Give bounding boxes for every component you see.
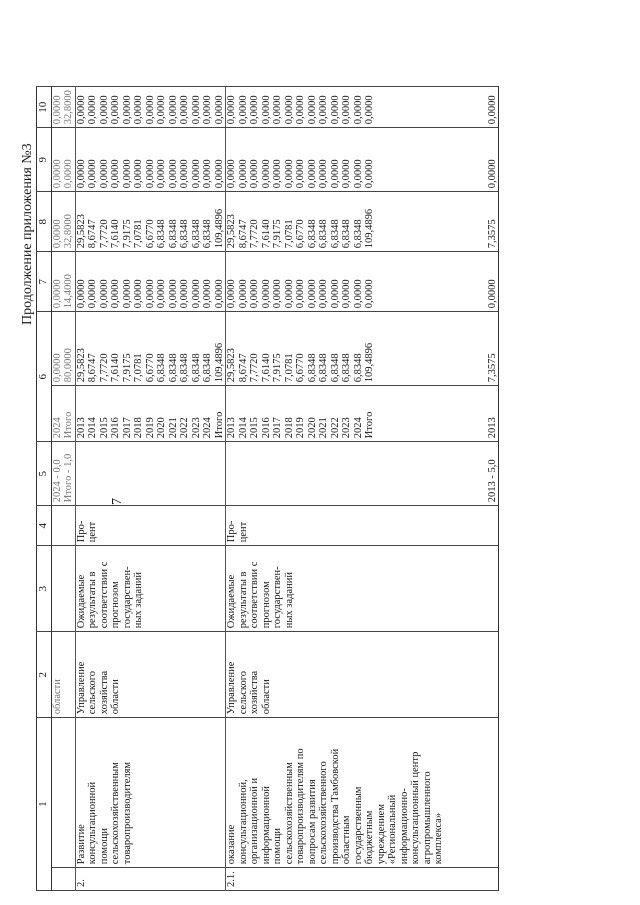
table-row-2	[75, 87, 226, 891]
cell-line: 0,0000	[110, 279, 121, 309]
cell-line: 2024	[352, 417, 364, 439]
cell-line: государствен-	[272, 566, 283, 629]
header-cell: 8	[37, 192, 52, 252]
cell-line: 6,6770	[295, 219, 306, 249]
cell-line: 0,0000	[75, 159, 87, 189]
cell-line: помощи	[98, 827, 110, 865]
row-col7	[226, 312, 445, 386]
cell-line: информационно-	[398, 788, 410, 865]
cell-line: сельскохозяйственным	[283, 762, 295, 865]
cell-line: 8,6747	[237, 219, 249, 249]
cell-line: агропромышленного	[421, 771, 433, 865]
cell-line: прогнозом	[110, 581, 121, 629]
cell-line: 0,0000	[295, 159, 306, 189]
last-col10: 0,0000	[487, 128, 499, 192]
cell-line: 0,0000	[249, 159, 260, 189]
cell-line: учреждением	[375, 804, 387, 865]
row-name	[226, 718, 445, 868]
cell-line: 2015	[98, 417, 110, 439]
cell-line: 0,0000	[318, 95, 329, 125]
row-years	[75, 386, 226, 442]
cell-line: 2021	[167, 417, 179, 439]
cell-line: 0,0000	[179, 95, 190, 125]
cell-line: 6,8348	[202, 219, 213, 249]
cell-line: 0,0000	[329, 159, 341, 189]
carry-col5	[51, 442, 75, 506]
cell-line: 0,0000	[341, 159, 352, 189]
cell-line: 0,0000	[167, 279, 179, 309]
cell-line: 0,0000	[202, 279, 213, 309]
cell-line: 0,0000	[190, 159, 202, 189]
cell-line: 29,5823	[75, 348, 87, 383]
cell-line: консультационной	[87, 781, 98, 865]
cell-line: Итого	[63, 411, 74, 439]
header-cell: 10	[37, 87, 52, 128]
cell-line: области	[260, 679, 272, 715]
cell-line: 0,0000	[306, 279, 318, 309]
cell-line: 32,8000	[63, 90, 74, 125]
cell-line: 7,0781	[283, 353, 295, 383]
cell-line: 2016	[260, 417, 272, 439]
cell-line: 8,6747	[87, 353, 98, 383]
cell-line: оказание	[226, 824, 237, 865]
last-col5: 2013 - 5,0	[487, 442, 499, 506]
cell-line: 109,4896	[364, 342, 375, 383]
cell-line: результаты в	[237, 571, 249, 629]
cell-line: 2023	[341, 417, 352, 439]
cell-line: 6,8348	[329, 353, 341, 383]
cell-line: 0,0000	[226, 159, 237, 189]
cell-line: 7,6140	[110, 219, 121, 249]
row-number: 2.1.	[226, 868, 445, 891]
cell-line: государственным	[352, 786, 364, 865]
cell-line: 0,0000	[167, 95, 179, 125]
cell-line: 6,8348	[341, 219, 352, 249]
cell-line: 0,0000	[364, 95, 375, 125]
cell-line: 109,4896	[213, 342, 225, 383]
cell-line: 0,0000	[341, 279, 352, 309]
cell-line: 2021	[318, 417, 329, 439]
header-cell: 9	[37, 128, 52, 192]
cell-line: помощи	[272, 827, 283, 865]
cell-line: 0,0000	[260, 95, 272, 125]
cell-line: 0,0000	[75, 279, 87, 309]
cell-line: 0,0000	[144, 95, 156, 125]
cell-line: 0,0000	[167, 159, 179, 189]
carry-col6	[51, 386, 75, 442]
cell-line: 0,0000	[121, 159, 133, 189]
cell-line: 0,0000	[202, 159, 213, 189]
cell-line: 2013	[226, 417, 237, 439]
cell-line: 0,0000	[295, 95, 306, 125]
cell-line: 29,5823	[226, 348, 237, 383]
cell-line: 0,0000	[144, 159, 156, 189]
row-result	[75, 546, 226, 632]
cell-line: 0,0000	[98, 95, 110, 125]
program-table	[36, 86, 499, 891]
header-cell: 1	[37, 718, 52, 891]
cell-line: Управление	[75, 661, 87, 715]
cell-line: ных заданий	[133, 572, 144, 629]
header-row	[37, 87, 52, 891]
cell-line: 6,8348	[190, 353, 202, 383]
cell-line: 0,0000	[110, 159, 121, 189]
cell-line: 0,0000	[51, 95, 63, 125]
header-cell: 5	[37, 442, 52, 506]
cell-line: 29,5823	[75, 214, 87, 249]
row-number: 2.	[75, 868, 226, 891]
cell-line: 6,8348	[352, 219, 364, 249]
cell-line: 8,6747	[237, 353, 249, 383]
cell-line: 0,0000	[87, 159, 98, 189]
cell-line: 0,0000	[133, 159, 144, 189]
cell-line: 0,0000	[179, 279, 190, 309]
cell-line: консультационный центр	[410, 751, 421, 865]
cell-line: 0,0000	[87, 279, 98, 309]
carry-col10	[51, 128, 75, 192]
cell-line: области	[110, 679, 121, 715]
cell-line: 0,0000	[98, 159, 110, 189]
cell-line: 6,8348	[156, 219, 167, 249]
cell-line: 6,6770	[144, 219, 156, 249]
cell-line: Про-	[226, 520, 237, 543]
appendix-caption: Продолжение приложения №3	[20, 143, 35, 325]
cell-line: 0,0000	[156, 279, 167, 309]
cell-line: товаропроизводителям	[121, 761, 133, 865]
cell-line: 0,0000	[51, 353, 63, 383]
cell-line: 7,0781	[283, 219, 295, 249]
cell-line: 0,0000	[213, 95, 225, 125]
cell-line: комплекса»	[433, 812, 444, 865]
cell-line: 0,0000	[75, 95, 87, 125]
row-unit	[226, 506, 445, 546]
cell-line: 29,5823	[226, 214, 237, 249]
row-col7	[75, 312, 226, 386]
cell-line: 0,0000	[156, 95, 167, 125]
table-row-2-1	[226, 87, 445, 891]
cell-line: ных заданий	[283, 572, 295, 629]
cell-line: 0,0000	[63, 159, 74, 189]
cell-line: 6,8348	[167, 353, 179, 383]
cell-line: 2020	[306, 417, 318, 439]
cell-line: 0,0000	[51, 219, 63, 249]
cell-line: 7,9175	[272, 353, 283, 383]
cell-line: 7,9175	[121, 353, 133, 383]
cell-line: 0,0000	[237, 159, 249, 189]
cell-line: 0,0000	[133, 95, 144, 125]
cell-line: 2024	[202, 417, 213, 439]
cell-line: соответствии с	[249, 561, 260, 629]
cell-line: хозяйства	[98, 670, 110, 715]
cell-line: цент	[237, 521, 249, 543]
cell-line: сельскохозяйственным	[110, 762, 121, 865]
cell-line: 0,0000	[272, 95, 283, 125]
cell-line: 0,0000	[156, 159, 167, 189]
cell-line: 0,0000	[329, 279, 341, 309]
cell-line: сельскохозяйственного	[318, 761, 329, 865]
cell-line: 6,8348	[318, 219, 329, 249]
cell-line: 0,0000	[352, 279, 364, 309]
cell-line: 0,0000	[306, 95, 318, 125]
cell-line: 0,0000	[133, 279, 144, 309]
cell-line: 2014	[87, 417, 98, 439]
last-col9: 7,3575	[487, 192, 499, 252]
cell-line: 6,8348	[167, 219, 179, 249]
header-cell: 2	[37, 632, 52, 718]
cell-line: сельского	[87, 670, 98, 715]
cell-line: 6,8348	[329, 219, 341, 249]
cell-line: 6,8348	[318, 353, 329, 383]
cell-line: 2023	[190, 417, 202, 439]
cell-line: государствен-	[121, 566, 133, 629]
cell-line: 6,8348	[306, 353, 318, 383]
cell-line: 0,0000	[295, 279, 306, 309]
cell-line: 7,6140	[260, 219, 272, 249]
cell-line: товаропроизводителям по	[295, 748, 306, 865]
cell-line: 6,6770	[144, 353, 156, 383]
cell-line: консультационной,	[237, 779, 249, 865]
cell-line: Развитие	[75, 824, 87, 865]
cell-line: областным	[341, 815, 352, 865]
cell-line: 0,0000	[202, 95, 213, 125]
cell-line: 2022	[179, 417, 190, 439]
cell-line: 2015	[249, 417, 260, 439]
cell-line: 6,8348	[179, 353, 190, 383]
cell-line: Итого - 1,0	[63, 453, 74, 503]
cell-line: 32,8000	[63, 214, 74, 249]
cell-line: 0,0000	[226, 279, 237, 309]
cell-line: 2024	[51, 417, 63, 439]
cell-line: хозяйства	[249, 670, 260, 715]
page-number: 7	[110, 498, 125, 505]
carry-col8	[51, 252, 75, 312]
cell-line: 7,9175	[272, 219, 283, 249]
cell-line: 7,7720	[98, 219, 110, 249]
cell-line: 2016	[110, 417, 121, 439]
cell-line: 8,6747	[87, 219, 98, 249]
cell-line: 7,0781	[133, 353, 144, 383]
cell-line: 7,6140	[260, 353, 272, 383]
cell-line: 2017	[121, 417, 133, 439]
cell-line: 0,0000	[237, 95, 249, 125]
cell-line: 0,0000	[226, 95, 237, 125]
row-result	[226, 546, 445, 632]
carry-col9	[51, 192, 75, 252]
carry-executor: области	[51, 632, 75, 718]
cell-line: 0,0000	[190, 279, 202, 309]
cell-line: 0,0000	[306, 159, 318, 189]
cell-line: 0,0000	[352, 159, 364, 189]
cell-line: 6,8348	[202, 353, 213, 383]
cell-line: организационной и	[249, 777, 260, 865]
cell-line: 0,0000	[318, 279, 329, 309]
cell-line: 0,0000	[364, 279, 375, 309]
cell-line: 0,0000	[237, 279, 249, 309]
cell-line: 0,0000	[190, 95, 202, 125]
cell-line: Итого	[213, 411, 225, 439]
cell-line: 0,0000	[213, 279, 225, 309]
header-cell: 4	[37, 506, 52, 546]
last-col7: 7,3575	[487, 312, 499, 386]
cell-line: 0,0000	[260, 279, 272, 309]
row-executor	[226, 632, 445, 718]
cell-line: 7,7720	[249, 219, 260, 249]
row-col11	[75, 87, 226, 128]
cell-line: 7,6140	[110, 353, 121, 383]
cell-line: 0,0000	[121, 279, 133, 309]
cell-line: 80,0000	[63, 348, 74, 383]
cell-line: 0,0000	[98, 279, 110, 309]
row-col10	[75, 128, 226, 192]
cell-line: 0,0000	[272, 159, 283, 189]
cell-line: 6,8348	[306, 219, 318, 249]
cell-line: 7,7720	[249, 353, 260, 383]
cell-line: 109,4896	[213, 208, 225, 249]
cell-line: 2020	[156, 417, 167, 439]
cell-line: 6,8348	[190, 219, 202, 249]
header-cell: 6	[37, 312, 52, 442]
cell-line: Про-	[75, 520, 87, 543]
cell-line: 7,0781	[133, 219, 144, 249]
cell-line: результаты в	[87, 571, 98, 629]
cell-line: 0,0000	[318, 159, 329, 189]
row-col10	[226, 128, 445, 192]
cell-line: 2017	[272, 417, 283, 439]
header-cell: 3	[37, 546, 52, 632]
cell-line: 0,0000	[110, 95, 121, 125]
cell-line: 2022	[329, 417, 341, 439]
cell-line: 0,0000	[352, 95, 364, 125]
cell-line: 0,0000	[179, 159, 190, 189]
last-col6: 2013	[487, 386, 499, 442]
cell-line: «Региональный	[387, 794, 398, 865]
cell-line: 14,4000	[63, 274, 74, 309]
last-col8: 0,0000	[487, 252, 499, 312]
cell-line: 0,0000	[87, 95, 98, 125]
cell-line: 0,0000	[51, 279, 63, 309]
cell-line: вопросам развития	[306, 779, 318, 865]
row-col8	[226, 252, 445, 312]
cell-line: 0,0000	[144, 279, 156, 309]
cell-line: 2018	[133, 417, 144, 439]
cell-line: прогнозом	[260, 581, 272, 629]
cell-line: 0,0000	[249, 95, 260, 125]
cell-line: Ожидаемые	[75, 574, 87, 629]
cell-line: соответствии с	[98, 561, 110, 629]
cell-line: бюджетным	[364, 810, 375, 865]
cell-line: 2019	[295, 417, 306, 439]
cell-line: 0,0000	[329, 95, 341, 125]
cell-line: 2018	[283, 417, 295, 439]
cell-line: информационной	[260, 786, 272, 865]
cell-line: производства Тамбовской	[329, 748, 341, 865]
row-executor	[75, 632, 226, 718]
cell-line: Итого	[364, 411, 375, 439]
header-cell: 7	[37, 252, 52, 312]
carry-col7	[51, 312, 75, 386]
cell-line: 109,4896	[364, 208, 375, 249]
cell-line: 2024 - 0,0	[51, 459, 63, 503]
cell-line: 6,8348	[352, 353, 364, 383]
cell-line: 0,0000	[260, 159, 272, 189]
cell-line: 0,0000	[249, 279, 260, 309]
row-years	[226, 386, 445, 442]
row-col9	[75, 192, 226, 252]
spacer-row	[445, 87, 487, 891]
table-row-last	[487, 87, 499, 891]
cell-line: 0,0000	[272, 279, 283, 309]
cell-line: 6,8348	[156, 353, 167, 383]
carry-col11	[51, 87, 75, 128]
cell-line: 0,0000	[283, 95, 295, 125]
cell-line: 0,0000	[283, 159, 295, 189]
cell-line: 0,0000	[364, 159, 375, 189]
row-col8	[75, 252, 226, 312]
cell-line: 6,8348	[179, 219, 190, 249]
last-col11: 0,0000	[487, 87, 499, 128]
cell-line: сельского	[237, 670, 249, 715]
cell-line: 0,0000	[283, 279, 295, 309]
cell-line: Управление	[226, 661, 237, 715]
cell-line: 0,0000	[121, 95, 133, 125]
cell-line: 0,0000	[341, 95, 352, 125]
cell-line: 0,0000	[213, 159, 225, 189]
cell-line: цент	[87, 521, 98, 543]
cell-line: 2013	[75, 417, 87, 439]
cell-line: 6,8348	[341, 353, 352, 383]
cell-line: 0,0000	[51, 159, 63, 189]
row-col11	[226, 87, 445, 128]
row-col9	[226, 192, 445, 252]
cell-line: 6,6770	[295, 353, 306, 383]
row-unit	[75, 506, 226, 546]
cell-line: Ожидаемые	[226, 574, 237, 629]
cell-line: 7,9175	[121, 219, 133, 249]
cell-line: 2019	[144, 417, 156, 439]
row-name	[75, 718, 226, 868]
cell-line: 2014	[237, 417, 249, 439]
cell-line: 7,7720	[98, 353, 110, 383]
carryover-row	[51, 87, 75, 891]
